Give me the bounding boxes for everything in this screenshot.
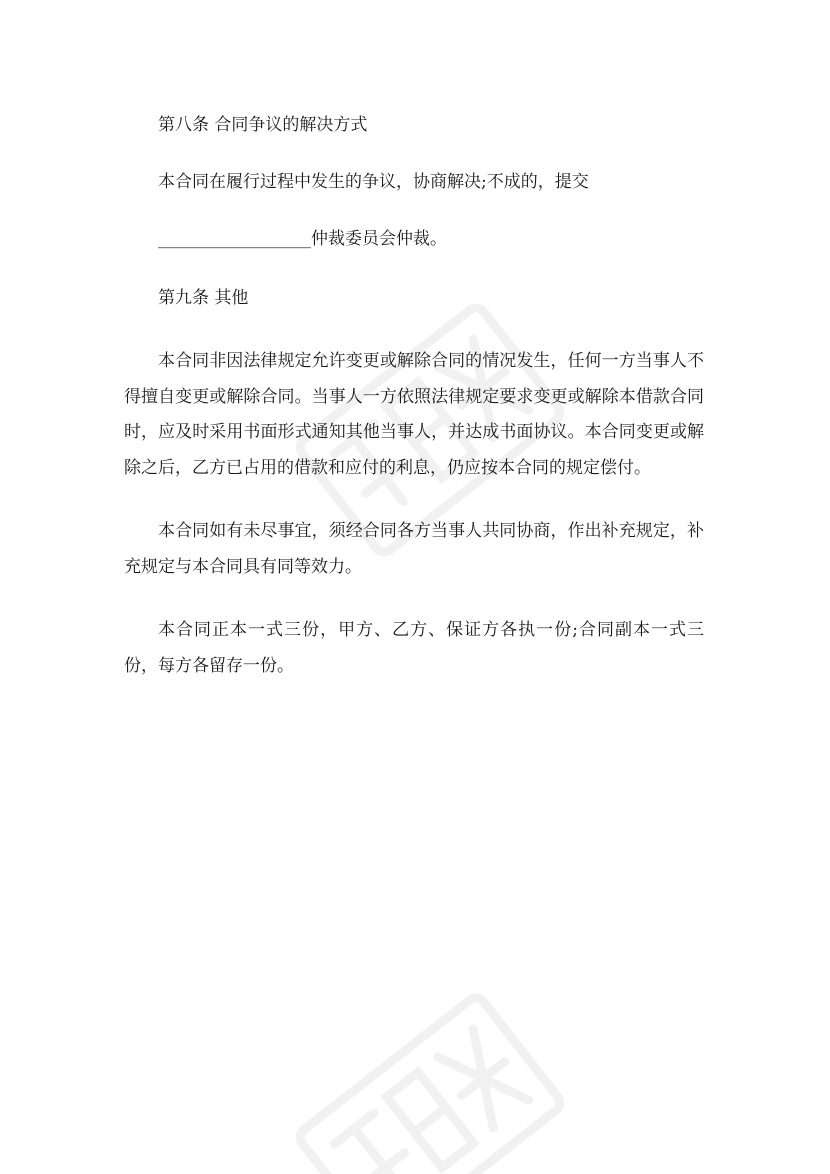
article8-heading: 第八条 合同争议的解决方式 <box>158 115 368 135</box>
document-body <box>124 108 704 684</box>
article8-line2: __________________仲裁委员会仲裁。 <box>158 229 447 249</box>
article9-paragraph-1: 本合同非因法律规定允许变更或解除合同的情况发生，任何一方当事人不得擅自变更或解除合同。当事人一方依照法律规定要求变更或解除本借款合同时，应及时采用书面形式通知其他当事人，并达成书面协议。本合同变更或解除之后，乙方已占用的借款和应付的利息，仍应按本合同的规定偿付。 <box>124 351 704 478</box>
article9-paragraph-3: 本合同正本一式三份，甲方、乙方、保证方各执一份;合同副本一式三份，每方各留存一份。 <box>124 620 704 676</box>
article9-paragraph-2: 本合同如有未尽事宜，须经合同各方当事人共同协商，作出补充规定，补充规定与本合同具有同等效力。 <box>124 521 704 577</box>
article9-heading: 第九条 其他 <box>158 288 249 308</box>
article8-line1: 本合同在履行过程中发生的争议，协商解决;不成的，提交 <box>158 172 589 192</box>
